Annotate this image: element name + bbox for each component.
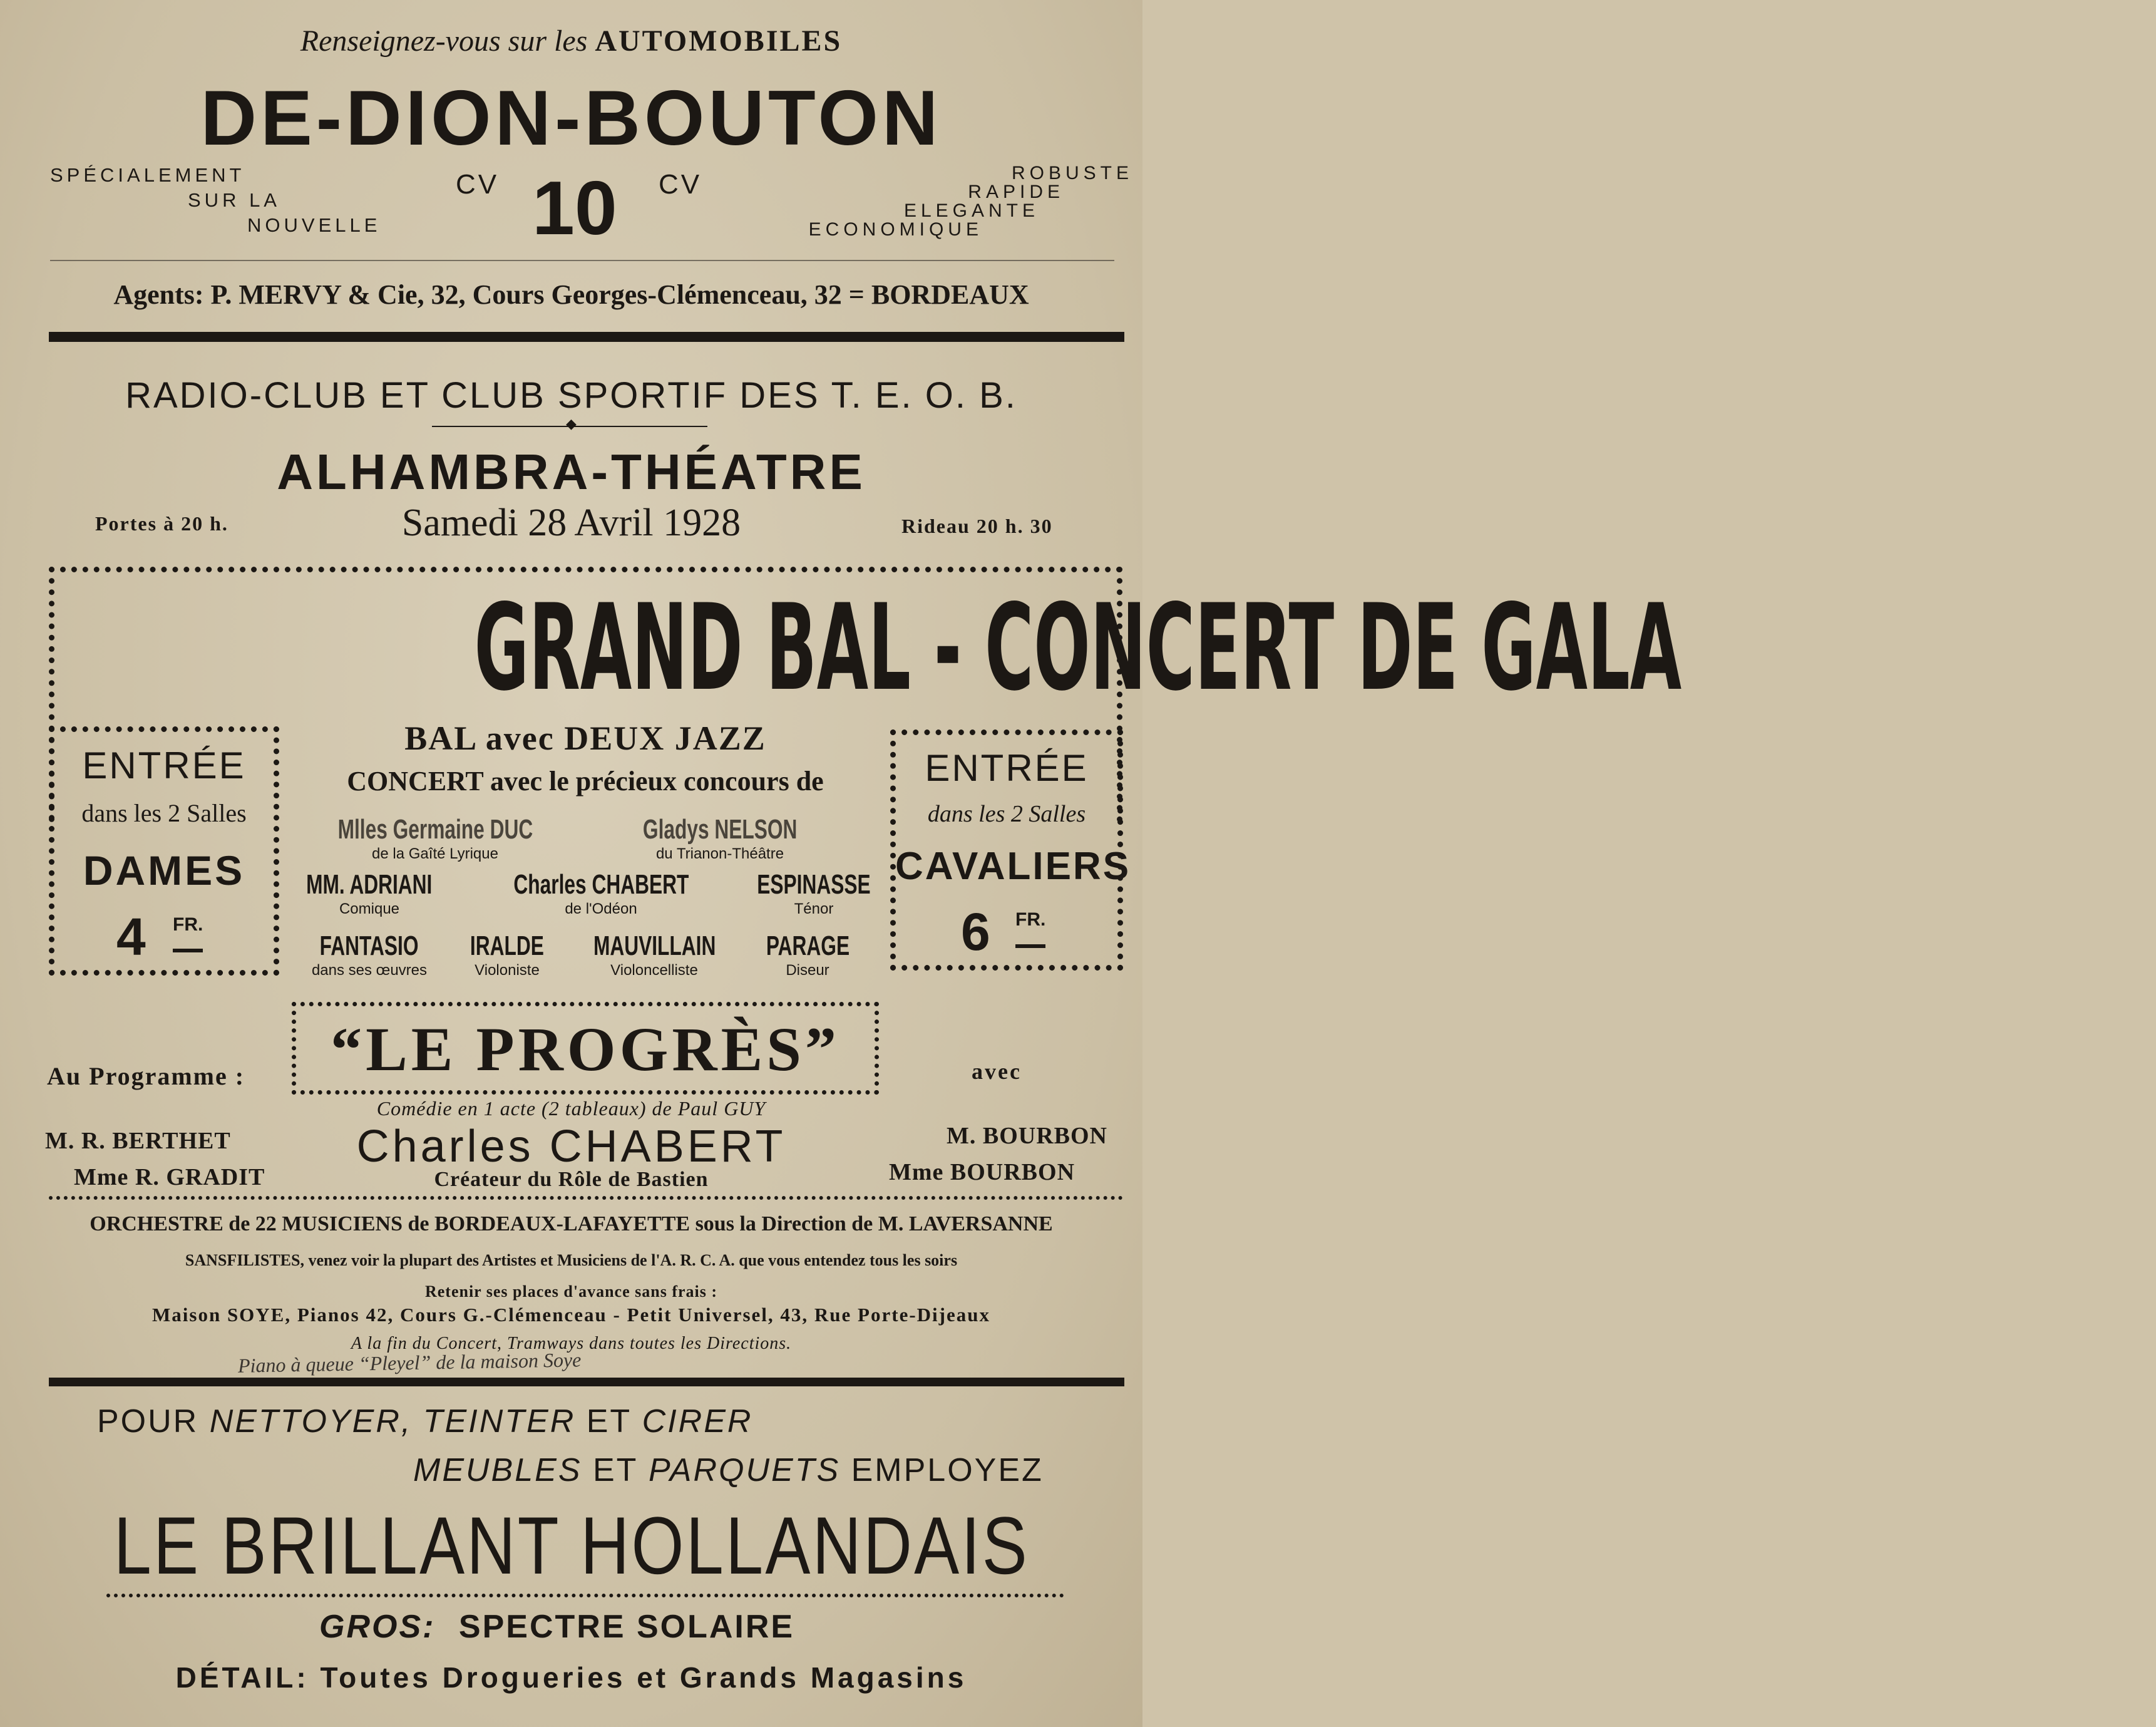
performer-role: de la Gaîté Lyrique <box>372 845 498 862</box>
intro-caps: AUTOMOBILES <box>595 24 843 58</box>
play-description: Comédie en 1 acte (2 tableaux) de Paul GUY <box>376 1097 766 1120</box>
performer-role: dans ses œuvres <box>311 962 428 979</box>
et-word-2: ET <box>592 1452 638 1488</box>
performer-fantasio <box>294 931 444 979</box>
cast-left-2: Mme R. GRADIT <box>74 1164 265 1190</box>
entry-right-who: CAVALIERS <box>895 845 1131 888</box>
gros-value: SPECTRE SOLAIRE <box>458 1609 795 1645</box>
entry-left-dash <box>173 949 203 952</box>
automobiles-intro <box>0 24 1142 58</box>
cast-right-1: M. BOURBON <box>947 1123 1107 1149</box>
qualities-block <box>745 164 1133 239</box>
right-line-2: RAPIDE <box>968 182 1064 202</box>
cast-right-2: Mme BOURBON <box>889 1159 1075 1185</box>
performer-name: FANTASIO <box>320 931 419 961</box>
performer-espinasse <box>726 869 901 918</box>
avec-label: avec <box>972 1059 1022 1084</box>
cv-left: CV <box>456 169 500 200</box>
venue-title: ALHAMBRA-THÉATRE <box>277 444 866 500</box>
bal-line: BAL avec DEUX JAZZ <box>404 719 766 757</box>
doors-time: Portes à 20 h. <box>95 512 228 535</box>
handwritten-note: Piano à queue “Pleyel” de la maison Soye <box>237 1348 582 1377</box>
performer-parage <box>739 931 876 979</box>
club-title: RADIO-CLUB ET CLUB SPORTIF DES T. E. O. B. <box>125 375 1017 416</box>
tram-line: A la fin du Concert, Tramways dans toutes les Directions. <box>351 1334 792 1353</box>
performer-role: de l'Odéon <box>565 900 637 917</box>
star-role: Créateur du Rôle de Bastien <box>434 1168 709 1191</box>
hollandais-wrap <box>0 1502 1142 1596</box>
performer-role: Ténor <box>794 900 834 917</box>
shops-line: Maison SOYE, Pianos 42, Cours G.-Clémenceau - Petit Universel, 43, Rue Porte-Dijeaux <box>152 1304 990 1326</box>
performer-name: MM. ADRIANI <box>306 869 433 900</box>
brand-de-dion-bouton: DE-DION-BOUTON <box>200 75 942 162</box>
performer-name: PARAGE <box>766 931 850 961</box>
entry-left-sub: dans les 2 Salles <box>81 799 247 827</box>
ornament-icon: ◆ <box>566 416 577 431</box>
headline-wrap <box>0 579 1682 717</box>
bottom-ad-line-2 <box>413 1451 1044 1489</box>
event-date: Samedi 28 Avril 1928 <box>401 502 741 544</box>
performer-mauvillain <box>570 931 739 979</box>
entry-left-who: DAMES <box>83 847 245 894</box>
performer-name: MAUVILLAIN <box>593 931 716 961</box>
right-line-1: ROBUSTE <box>1011 163 1133 183</box>
performer-chabert <box>476 869 726 918</box>
cast-left-1: M. R. BERTHET <box>45 1128 231 1154</box>
parquets-word: PARQUETS <box>648 1452 841 1488</box>
agents-line: Agents: P. MERVY & Cie, 32, Cours Georges-Clémenceau, 32 = BORDEAUX <box>113 279 1029 310</box>
bottom-ad-line-1 <box>97 1403 752 1440</box>
performer-role: du Trianon-Théâtre <box>655 845 784 862</box>
gros-label: GROS: <box>319 1609 436 1645</box>
specialement-block <box>50 163 426 238</box>
play-title: “LE PROGRÈS” <box>331 1014 840 1084</box>
reserve-line: Retenir ses places d'avance sans frais : <box>424 1282 718 1301</box>
entry-right-unit: FR. <box>1015 909 1046 930</box>
curtain-time: Rideau 20 h. 30 <box>901 515 1053 537</box>
cv-number: 10 <box>532 165 617 250</box>
detail-value: Toutes Drogueries et Grands Magasins <box>320 1661 967 1694</box>
performer-role: Diseur <box>786 962 829 979</box>
et-word-1: ET <box>586 1403 632 1440</box>
performer-name: Gladys NELSON <box>642 814 798 845</box>
performer-name: Charles CHABERT <box>513 869 689 900</box>
programme-label: Au Programme : <box>47 1062 245 1090</box>
thick-divider-top <box>49 332 1124 342</box>
left-line-2: SUR LA <box>188 189 280 211</box>
gala-headline: GRAND BAL - CONCERT DE GALA <box>474 579 1682 717</box>
thick-divider-bottom <box>49 1378 1124 1386</box>
brillant-hollandais-brand: LE BRILLANT HOLLANDAIS <box>113 1500 1029 1591</box>
performer-role: Violoncelliste <box>610 962 698 979</box>
concert-line: CONCERT avec le précieux concours de <box>347 766 824 796</box>
performer-role: Violoniste <box>475 962 540 979</box>
cv-right: CV <box>659 169 702 200</box>
performer-adriani <box>275 869 463 918</box>
entry-left-title: ENTRÉE <box>82 745 246 786</box>
sansfilistes-line: SANSFILISTES, venez voir la plupart des Artistes et Musiciens de l'A. R. C. A. que vous entendez tous les soirs <box>185 1251 958 1269</box>
performer-name: Mlles Germaine DUC <box>337 814 533 845</box>
brand-underline <box>106 1594 1064 1597</box>
orchestra-line: ORCHESTRE de 22 MUSICIENS de BORDEAUX-LAFAYETTE sous la Direction de M. LAVERSANNE <box>90 1212 1053 1235</box>
entry-left-unit: FR. <box>173 914 203 935</box>
entry-right-sub: dans les 2 Salles <box>927 801 1086 827</box>
entry-right-price: 6 <box>961 902 990 961</box>
entry-left-price: 4 <box>116 907 146 966</box>
cirer-word: CIRER <box>642 1403 753 1440</box>
gros-line <box>319 1608 794 1646</box>
thin-divider <box>50 260 1114 261</box>
detail-label: DÉTAIL: <box>175 1661 309 1694</box>
star-name: Charles CHABERT <box>356 1121 786 1172</box>
performer-name: ESPINASSE <box>757 869 871 900</box>
dotted-divider <box>49 1196 1123 1200</box>
right-line-3: ELEGANTE <box>903 200 1039 221</box>
nettoyer-word: NETTOYER, <box>209 1403 413 1440</box>
left-line-1: SPÉCIALEMENT <box>50 164 245 186</box>
performer-role: Comique <box>339 900 400 917</box>
detail-line <box>0 1661 1142 1694</box>
right-line-4: ECONOMIQUE <box>808 219 983 240</box>
performer-nelson <box>563 814 876 863</box>
entry-right-dash <box>1015 944 1045 948</box>
employez-word: EMPLOYEZ <box>851 1452 1044 1488</box>
intro-italic: Renseignez-vous sur les <box>300 24 588 58</box>
performer-iralde <box>444 931 570 979</box>
teinter-word: TEINTER <box>423 1403 576 1440</box>
pour-word: POUR <box>97 1403 199 1440</box>
left-line-3: NOUVELLE <box>247 214 381 236</box>
performer-name: IRALDE <box>470 931 544 961</box>
entry-right-title: ENTRÉE <box>925 747 1089 789</box>
performer-duc <box>294 814 576 863</box>
meubles-word: MEUBLES <box>413 1452 582 1488</box>
